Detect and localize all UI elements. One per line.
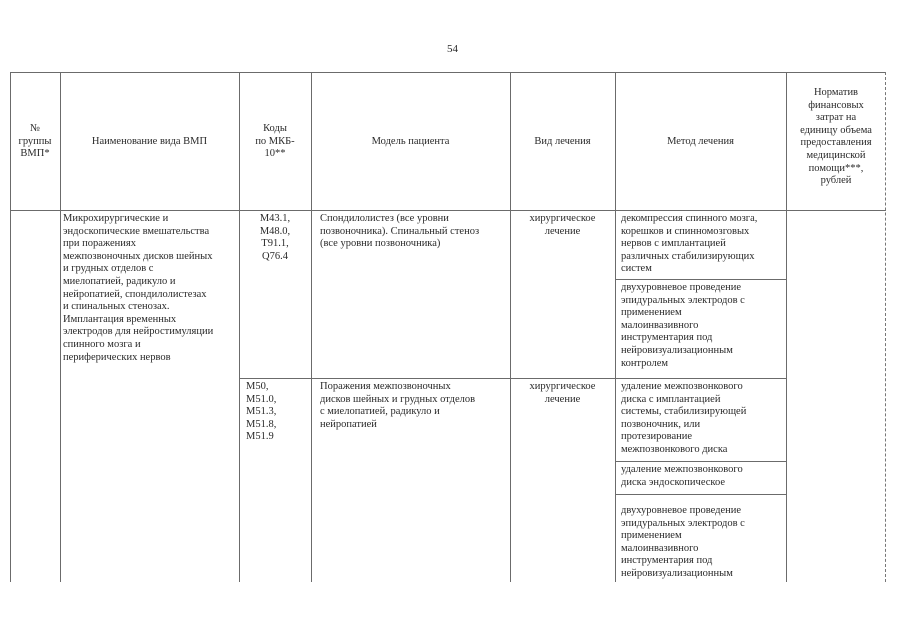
header-treatment-type: Вид лечения xyxy=(534,135,591,147)
header-patient-model: Модель пациента xyxy=(371,135,450,147)
treatment-method-cell: удаление межпозвонкового диска эндоскопическое xyxy=(621,464,743,488)
patient-model-cell: Спондилолистез (все уровни позвоночника). Спинальный стеноз (все уровни позвоночника) xyxy=(320,213,480,250)
icd-codes-cell: M50, M51.0, M51.3, M51.8, M51.9 xyxy=(246,381,277,443)
header-treatment-method: Метод лечения xyxy=(667,135,734,147)
header-cost-standard: Норматив финансовых затрат на единицу объема предоставления медицинской помощи***, рублей xyxy=(800,87,872,187)
table-top-border xyxy=(10,72,886,73)
method-divider xyxy=(615,279,786,280)
vmp-name: Микрохирургические и эндоскопические вмешательства при поражениях межпозвоночных дисков шейных и грудных отделов с миелопатией, радикуло и нейропатией, спондилолистезах и спинальных стенозах. Имплантация временных электродов для нейростимуляции спинного мозга и периферических нервов xyxy=(63,213,214,363)
icd-codes-cell: M43.1, M48.0, T91.1, Q76.4 xyxy=(259,213,291,262)
header-vmp-name: Наименование вида ВМП xyxy=(91,135,208,147)
header-group-number: № группы ВМП* xyxy=(18,123,52,160)
method-divider xyxy=(615,494,786,495)
header-icd-codes: Коды по МКБ- 10** xyxy=(255,123,295,160)
treatment-method-cell: двухуровневое проведение эпидуральных электродов с применением малоинвазивного инструментария под нейровизуализационным контролем xyxy=(621,282,745,369)
treatment-method-cell: удаление межпозвонкового диска с имплантацией системы, стабилизирующей позвоночник, или протезирование межпозвонкового диска xyxy=(621,381,747,455)
treatment-method-cell: декомпрессия спинного мозга, корешков и спинномозговых нервов с имплантацией различных стабилизирующих систем xyxy=(621,213,758,275)
row-divider xyxy=(239,378,786,379)
treatment-method-cell: двухуровневое проведение эпидуральных электродов с применением малоинвазивного инструментария под нейровизуализационным xyxy=(621,505,745,579)
page-number: 54 xyxy=(447,43,458,55)
method-divider xyxy=(615,461,786,462)
treatment-type-cell: хирургическое лечение xyxy=(529,381,596,405)
table-header-bottom-border xyxy=(10,210,886,211)
patient-model-cell: Поражения межпозвоночных дисков шейных и грудных отделов с миелопатией, радикуло и нейропатией xyxy=(320,381,476,430)
treatment-type-cell: хирургическое лечение xyxy=(529,213,596,237)
table-right-border xyxy=(885,72,886,582)
